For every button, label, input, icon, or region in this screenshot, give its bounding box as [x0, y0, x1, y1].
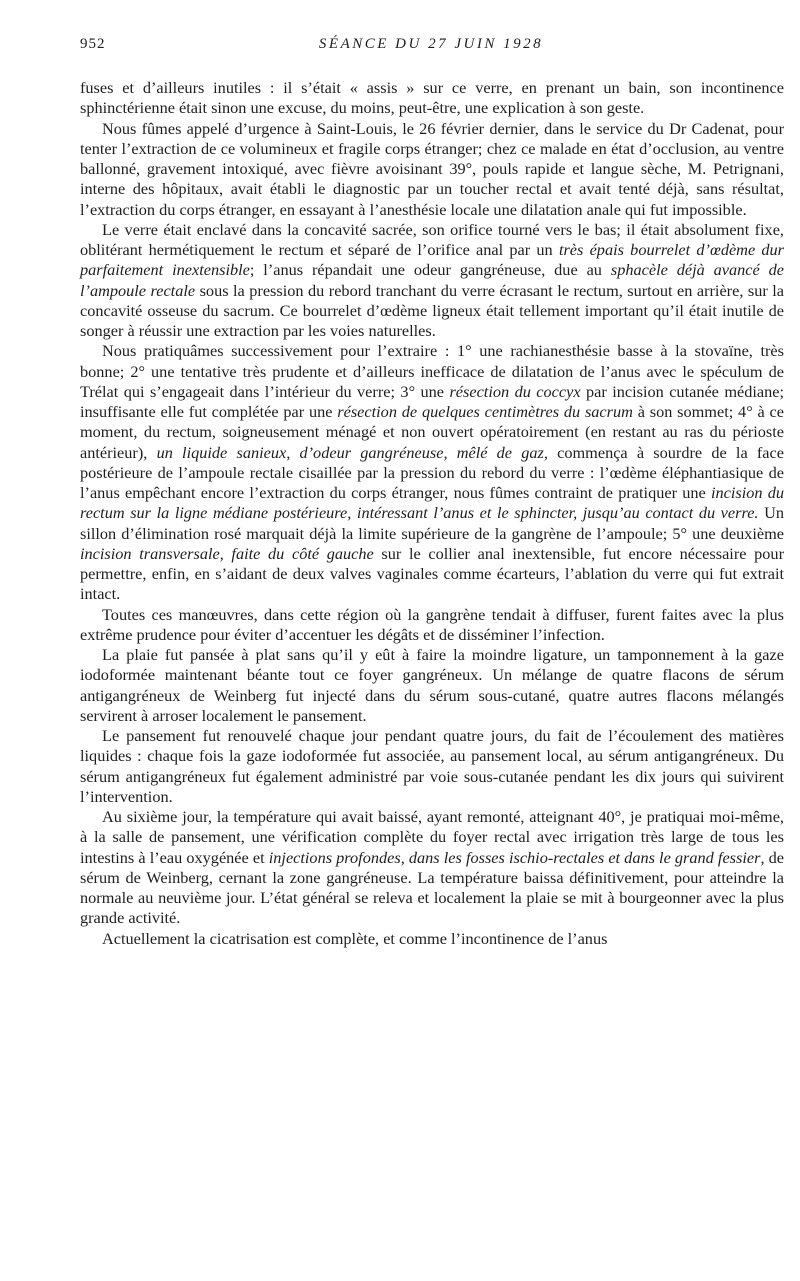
article-body	[80, 78, 784, 949]
text-run: , de sérum de Weinberg, cernant la zone gangréneuse. La température baissa définitivement, pour atteindre la normale au neuvième jour. L’état général se releva et localement la plaie se mit à bourgeonner avec la plus grande activité.	[80, 847, 784, 928]
running-title: SÉANCE DU 27 JUIN 1928	[318, 36, 544, 52]
paragraph	[80, 220, 784, 342]
italic-run: résection du coccyx	[449, 381, 581, 401]
paragraph	[80, 119, 784, 220]
page-header	[80, 36, 782, 58]
text-run: Le verre était enclavé dans la concavité sacrée, son orifice tourné vers le bas; il était absolument fixe, oblitérant hermétiquement le rectum et séparé de l’orifice anal par un	[80, 219, 784, 259]
italic-run: un liquide sanieux, d’odeur gangréneuse, mêlé de gaz,	[156, 442, 548, 462]
paragraph	[80, 807, 784, 929]
paragraph	[80, 605, 784, 646]
paragraph	[80, 341, 784, 604]
paragraph	[80, 78, 784, 119]
italic-run: résection de quelques centimètres du sacrum	[337, 402, 633, 421]
italic-run: incision du rectum sur la ligne médiane postérieure, intéressant l’anus et le sphincter, jusqu’au contact du verre.	[80, 483, 785, 523]
text-run: ; l’anus répandait une odeur gangréneuse, due au	[249, 260, 611, 280]
text-run: fuses et d’ailleurs inutiles : il s’était « assis » sur ce verre, en prenant un bain, son incontinence sphinctérienne était sinon une excuse, du moins, peut-être, une explication à son geste.	[80, 78, 784, 118]
text-run: Actuellement la cicatrisation est complète, et comme l’incontinence de l’anus	[102, 928, 608, 948]
italic-run: incision transversale, faite du côté gauche	[80, 543, 374, 563]
paragraph	[80, 726, 784, 807]
text-run: par incision cutanée médiane; insuffisante elle fut complétée par une	[80, 381, 785, 421]
italic-run: sphacèle déjà avancé de l’ampoule rectale	[80, 260, 785, 300]
italic-run: injections profondes, dans les fosses ischio-rectales et dans le grand fessier	[268, 847, 761, 867]
text-run: Nous pratiquâmes successivement pour l’extraire : 1° une rachianesthésie basse à la stovaïne, très bonne; 2° une tentative très prudente et d’ailleurs inefficace de dilatation de l’anus avec le spéculum de Trélat qui s’engageait dans l’intérieur du verre; 3° une	[80, 341, 784, 401]
text-run: à son sommet; 4° à ce moment, du rectum, soigneusement ménagé et non ouvert opératoirement (en restant au ras du périoste antérieur),	[80, 402, 784, 462]
paragraph	[80, 645, 784, 726]
paragraph	[80, 929, 784, 949]
italic-run: très épais bourrelet d’œdème dur parfaitement inextensible	[80, 240, 785, 280]
text-run: sous la pression du rebord tranchant du verre écrasant le rectum, surtout en arrière, sur la concavité osseuse du sacrum. Ce bourrelet d’œdème ligneux était tellement important qu’il était inutile de songer à réussir une extraction par les voies naturelles.	[80, 280, 784, 340]
text-run: commença à sourdre de la face postérieure de l’ampoule rectale cisaillée par la pression du rebord du verre : l’œdème éléphantiasique de l’anus empêchant encore l’extraction du corps étranger, nous fûmes contraint de pratiquer une	[80, 442, 784, 502]
text-run: Nous fûmes appelé d’urgence à Saint-Louis, le 26 février dernier, dans le service du Dr Cadenat, pour tenter l’extraction de ce volumineux et fragile corps étranger; chez ce malade en état d’occlusion, au ventre ballonné, gravement intoxiqué, avec fièvre avoisinant 39°, pouls rapide et langue sèche, M. Petrignani, interne des hôpitaux, avait établi le diagnostic par un toucher rectal et avait tenté déjà, sans résultat, l’extraction du corps étranger, en essayant à l’anesthésie locale une dilatation anale qui fut impossible.	[80, 118, 784, 219]
text-run: La plaie fut pansée à plat sans qu’il y eût à faire la moindre ligature, un tamponnement à la gaze iodoformée maintenant béante tout ce foyer gangréneux. Un mélange de quatre flacons de sérum antigangréneux de Weinberg fut injecté dans du sérum sous-cutané, quatre autres flacons mélangés servirent à arroser localement le pansement.	[80, 645, 784, 725]
text-run: Le pansement fut renouvelé chaque jour pendant quatre jours, du fait de l’écoulement des matières liquides : chaque fois la gaze iodoformée fut associée, au pansement local, au sérum antigangréneux. Du sérum antigangréneux fut également administré par voie sous-cutanée pendant les dix jours qui suivirent l’intervention.	[80, 726, 784, 806]
text-run: Toutes ces manœuvres, dans cette région où la gangrène tendait à diffuser, furent faites avec la plus extrême prudence pour éviter d’accentuer les dégâts et de disséminer l’infection.	[80, 604, 784, 644]
text-run: sur le collier anal inextensible, fut encore nécessaire pour permettre, enfin, en s’aidant de deux valves vaginales comme écarteurs, l’ablation du verre qui fut extrait intact.	[80, 543, 784, 604]
page-number: 952	[80, 36, 106, 52]
text-run: Au sixième jour, la température qui avait baissé, ayant remonté, atteignant 40°, je pratiquai moi-même, à la salle de pansement, une vérification complète du foyer rectal avec irrigation très large de tous les intestins à l’eau oxygénée et	[80, 807, 784, 867]
text-run: Un sillon d’élimination rosé marquait déjà la limite supérieure de la gangrène de l’ampoule; 5° une deuxième	[80, 503, 784, 543]
